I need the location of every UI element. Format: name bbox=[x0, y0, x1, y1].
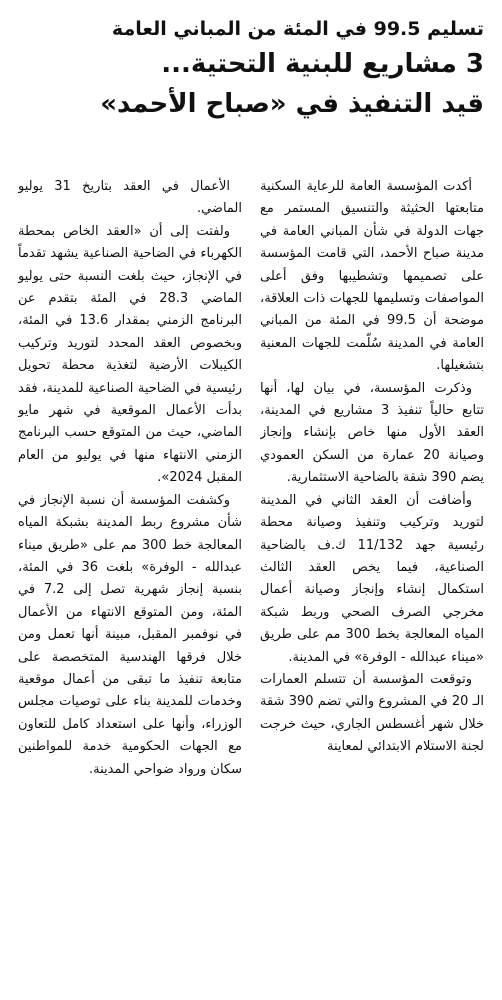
paragraph: وذكرت المؤسسة، في بيان لها، أنها تتابع حالياً تنفيذ 3 مشاريع في المدينة، العقد الأول منها خاص بإنشاء وإنجاز وصيانة 20 عمارة من السكن العمودي يضم 390 شقة بالضاحية الاستثمارية. bbox=[260, 380, 484, 486]
headline-line-1: 3 مشاريع للبنية التحتية... bbox=[161, 49, 484, 79]
paragraph: أكدت المؤسسة العامة للرعاية السكنية متابعتها الحثيثة والتنسيق المستمر مع جهات الدولة في شأن المباني العامة في مدينة صباح الأحمد، التي قامت المؤسسة على تصميمها وتشطيبها وفق أعلى المواصفات وتسليمها للجهات ذات العلاقة، موضحة أن 99.5 في المئة من المباني العامة في المدينة سُلّمت للجهات المعنية بتشغيلها. bbox=[260, 179, 484, 374]
paragraph: الأعمال في العقد بتاريخ 31 يوليو الماضي. bbox=[18, 179, 242, 217]
headline-line-2: قيد التنفيذ في «صباح الأحمد» bbox=[100, 89, 484, 119]
paragraph: وأضافت أن العقد الثاني في المدينة لتوريد وتركيب وتنفيذ وصيانة محطة رئيسية جهد 11/132 ك.ف بالضاحية الصناعية، فيما يخص العقد الثالث استكمال إنشاء وإنجاز وصيانة أعمال مخرجي الصرف الصحي وربط شبكة المياه المعالجة بخط 300 مم على طريق «ميناء عبدالله - الوفرة» في المدينة. bbox=[260, 492, 484, 665]
article-column-left bbox=[18, 176, 242, 1000]
paragraph: وتوقعت المؤسسة أن تتسلم العمارات الـ 20 في المشروع والتي تضم 390 شقة خلال شهر أغسطس الجاري، حيث خرجت لجنة الاستلام الابتدائي لمعاينة bbox=[260, 671, 484, 755]
paragraph: وكشفت المؤسسة أن نسبة الإنجاز في شأن مشروع ربط المدينة بشبكة المياه المعالجة خط 300 مم على «طريق ميناء عبدالله - الوفرة» بلغت 36 في المئة، بنسبة إنجاز شهرية تصل إلى 7.2 في المئة، ومن المتوقع الانتهاء من الأعمال في نوفمبر المقبل، مبينة أنها تعمل ومن خلال فرقها الهندسية المتخصصة على متابعة تنفيذ ما تبقى من أعمال موقعية وخدمات للمدينة بناء على توصيات مجلس الوزراء، وأنها على استعداد كامل للتعاون مع الجهات الحكومية خدمة للمواطنين سكان ورواد ضواحي المدينة. bbox=[18, 492, 242, 777]
headline bbox=[18, 14, 484, 124]
headline-subtitle: تسليم 99.5 في المئة من المباني العامة bbox=[111, 18, 484, 40]
article-column-right bbox=[260, 176, 484, 1000]
article-columns bbox=[18, 176, 484, 1000]
paragraph: ولفتت إلى أن «العقد الخاص بمحطة الكهرباء في الضاحية الصناعية يشهد تقدماً في الإنجاز، حيث بلغت النسبة حتى يوليو الماضي 28.3 في المئة بتقدم عن البرنامج الزمني بمقدار 13.6 في المئة، وبخصوص العقد المحدد لتوريد وتركيب الكيبلات الأرضية لتغذية محطة تحويل رئيسية في الضاحية الصناعية للمدينة، فقد بدأت الأعمال الموقعية في شهر مايو الماضي، حيث من المتوقع حسب البرنامج الزمني الانتهاء منها في يوليو من العام المقبل 2024». bbox=[18, 223, 242, 486]
